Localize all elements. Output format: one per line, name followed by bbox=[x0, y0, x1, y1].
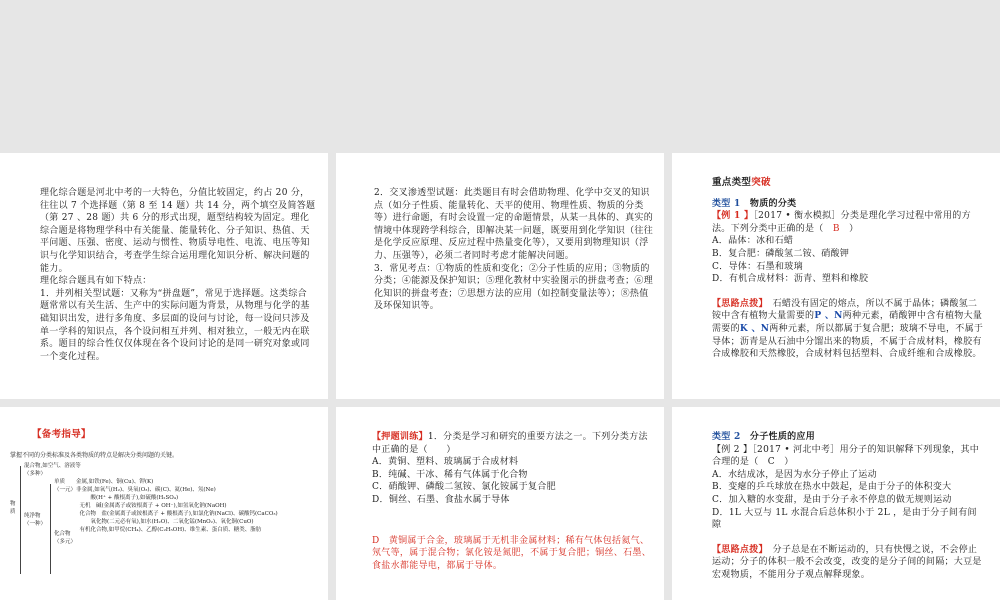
example2-option-b: B．变瘪的乒乓球放在热水中鼓起，是由于分子的体积变大 bbox=[712, 482, 952, 493]
slide-guidance bbox=[0, 407, 328, 600]
type2-title: 类型 2 分子性质的应用 bbox=[712, 432, 816, 442]
label-huahewu: 化合物 （多元） bbox=[54, 530, 77, 545]
practice-option-a: A．黄铜、塑料、玻璃属于合成材料 bbox=[372, 457, 519, 468]
example2-option-a: A．水结成冰，是因为水分子停止了运动 bbox=[712, 469, 877, 480]
diagram-row-salt: 化合物 盐(金属离子或铵根离子 + 酸根离子),如氯化钠(NaCl)、碳酸钙(CaCO₃) bbox=[74, 510, 278, 517]
intro-paragraph-2: 理化综合题具有如下特点： bbox=[40, 276, 152, 287]
intro-paragraph-3: 1．并列相关型试题：又称为“拼盘题”，常见于选择题。这类综合题常常以有关生活、生产中的实际问题为背景，从物理与化学的基础知识出发，进行多角度、多层面的设问与讨论，每一设问只涉及单一学科的知识点，各个设问相互并列、相对独立，一般无内在联系。题目的综合性仅仅体现在各个设问讨论的是同一研究对象或同一个变化过程。 bbox=[40, 288, 310, 362]
type1-title: 类型 1 物质的分类 bbox=[712, 198, 797, 209]
label-chunjingwu: 纯净物 （一种） bbox=[24, 512, 47, 527]
section-heading: 重点类型突破 bbox=[712, 177, 771, 188]
slide-features bbox=[336, 153, 664, 399]
diagram-row-acid: 酸(H⁺ + 酸根离子),如硫酸(H₂SO₄) bbox=[74, 494, 179, 501]
example2-tip: 【思路点拨】 分子总是在不断运动的，只有快慢之说，不会停止运动；分子的体积一般不会改变，改变的是分子间的间隔；大豆是宏观物质，不能用分子观点解释现象。 bbox=[712, 544, 982, 580]
practice-option-b: B．纯碱、干冰、稀有气体属于化合物 bbox=[372, 469, 528, 480]
diagram-intro: 掌握不同的分类标准及各类物质的特点是解决分类问题的关键。 bbox=[10, 451, 179, 459]
practice-option-c: C．硝酸钾、磷酸二氢铵、氯化铵属于复合肥 bbox=[372, 482, 556, 493]
diagram-row-oxide: 氧化物(二元必有氧),如水(H₂O)、二氧化锰(MnO₂)、氧化铜(CuO) bbox=[74, 518, 254, 525]
features-paragraph-2: 3．常见考点：①物质的性质和变化；②分子性质的应用；③物质的分类；④能源及保护知识；⑤理化教材中实验图示的拼盘考查；⑥理化知识的拼盘考查；⑦思想方法的应用（如控制变量法等）；⑧热值及环保知识等。 bbox=[374, 263, 654, 312]
example2-option-c: C．加入糖的水变甜，是由于分子永不停息的做无规则运动 bbox=[712, 494, 952, 505]
label-wuzhi: 物质 bbox=[10, 500, 16, 515]
guidance-title: 【备考指导】 bbox=[32, 429, 91, 440]
example2-option-d: D．1L 大豆与 1L 水混合后总体积小于 2L ，是由于分子间有间隙 bbox=[712, 507, 977, 531]
practice-option-d: D．铜丝、石墨、食盐水属于导体 bbox=[372, 494, 510, 505]
example1-tip: 【思路点拨】 石蜡没有固定的熔点，所以不属于晶体；磷酸氢二铵中含有植物大量需要的P 、N两种元素，硝酸钾中含有植物大量需要的K 、N两种元素，所以都属于复合肥；玻璃不导电，不属于导体；沥青是从石油中分馏出来的物质，不属于合成材料，橡胶有合成橡胶和天然橡胶，合成材料包括塑料、合成纤维和合成橡胶。 bbox=[712, 298, 984, 360]
slide-type1 bbox=[672, 153, 1000, 399]
diagram-row-organic: 有机化合物,如甲烷(CH₄)、乙醇(C₂H₅OH)、维生素、蛋白质、糖类、脂肪 bbox=[74, 526, 262, 533]
example1-option-d: D．有机合成材料：沥青、塑料和橡胶 bbox=[712, 274, 869, 285]
practice-answer: D 黄铜属于合金，玻璃属于无机非金属材料；稀有气体包括氦气、氖气等，属于混合物；氯化铵是氮肥，不属于复合肥；铜丝、石墨、食盐水都能导电，都属于导体。 bbox=[372, 535, 652, 571]
diagram-row-mixture-note: （多种） bbox=[24, 470, 47, 477]
example1-question: 【例 1 】［2017 • 衡水模拟］分类是理化学习过程中常用的方法。下列分类中正确的是（ B ） bbox=[712, 211, 971, 234]
example2-question: 【例 2 】［2017 • 河北中考］用分子的知识解释下列现象，其中合理的是（ C ） bbox=[712, 444, 980, 468]
slide-practice bbox=[336, 407, 664, 600]
diagram-row-nonmetal: （一元）非金属,如氧气(H₂)、臭氧(O₃)、碳(C)、氦(He)、氖(Ne) bbox=[54, 486, 216, 493]
intro-paragraph-1: 理化综合题是河北中考的一大特色，分值比较固定，约占 20 分，往往以 7 个选择题（第 8 至 14 题）共 14 分，两个填空及简答题（第 27 、28 题）共 6 分的形式出现，题型结构较为固定。理化综合题是将物理学科中有关能量、能量转化、分子知识、热值、天平问题、压强、密度、运动与惯性、物质导电性、电流、电压等知识与化学知识结合，考查学生综合运用理化知识分析、解决问题的能力。 bbox=[40, 188, 316, 274]
diagram-row-mixture: 混合物,如空气、溶液等 bbox=[24, 462, 81, 469]
classification-diagram bbox=[10, 451, 320, 545]
slide-type2 bbox=[672, 407, 1000, 600]
example1-option-c: C．导体：石墨和玻璃 bbox=[712, 261, 803, 272]
example1-option-b: B．复合肥：磷酸氢二铵、硝酸钾 bbox=[712, 248, 850, 259]
example1-option-a: A．晶体：冰和石蜡 bbox=[712, 236, 794, 247]
practice-question: 【押题训练】1．分类是学习和研究的重要方法之一。下列分类方法中正确的是（ ） bbox=[372, 432, 648, 455]
features-paragraph-1: 2．交叉渗透型试题：此类题目有时会借助物理、化学中交叉的知识点（如分子性质、能量转化、天平的使用、物理性质、物质的分类等）进行命题，有时会设置一定的命题情景，从某一具体的、真实的情境中体现跨学科综合，即解决某一问题，既要用到化学知识（往往是化学反应原理、反应过程中热量变化等），又要用到物理知识（浮力、压强等），必须二者同时考虑才能解决问题。 bbox=[374, 188, 654, 261]
slide-intro bbox=[0, 153, 328, 399]
diagram-row-base: 无机 碱(金属离子或铵根离子 + OH⁻),如氢氧化钠(NaOH) bbox=[74, 502, 227, 509]
diagram-row-metal: 单质 金属,如铁(Fe)、铜(Cu)、钾(K) bbox=[54, 478, 154, 485]
